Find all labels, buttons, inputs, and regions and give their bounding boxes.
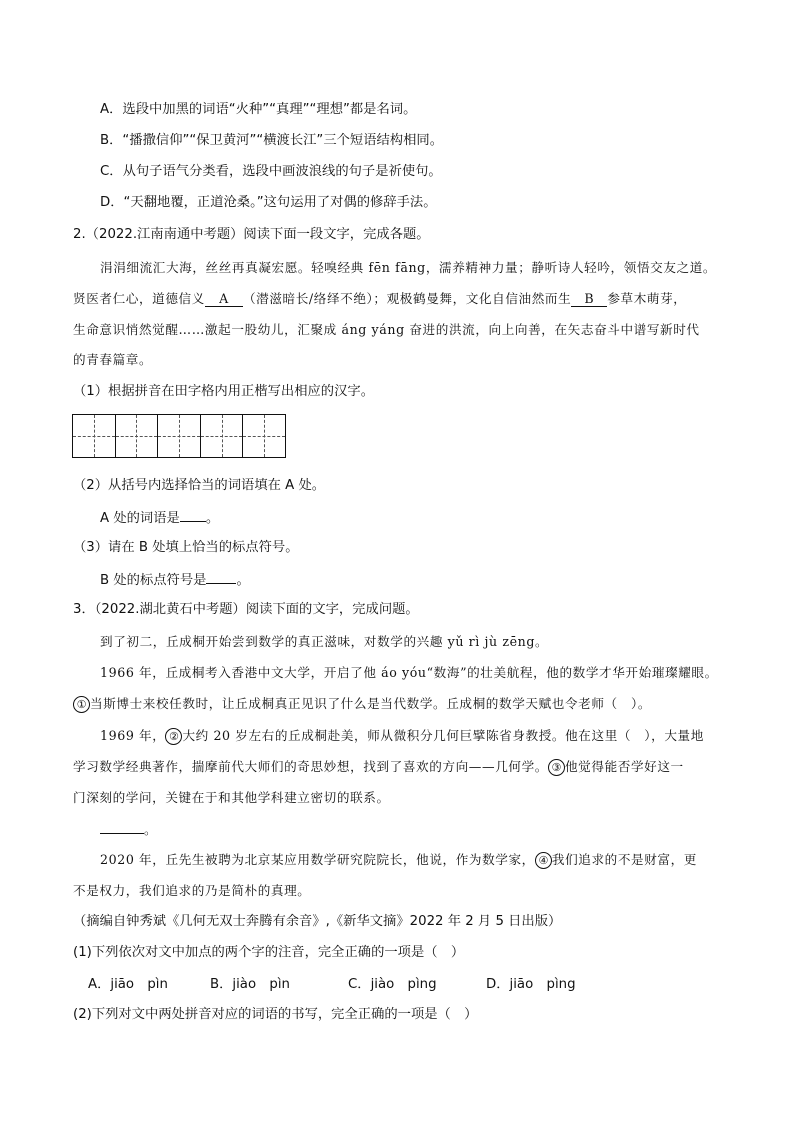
circled-number-1: ①	[73, 696, 90, 713]
q3-passage-text: 当斯博士来校任教时，让丘成桐真正见识了什么是当代数学。丘成桐的数学天赋也令老师（ ）。	[90, 696, 652, 711]
option-a: A．选段中加黑的词语“火种”“真理”“理想”都是名词。	[100, 102, 417, 117]
q3-passage-line7	[100, 851, 697, 869]
blank-a: A	[205, 291, 243, 307]
q3-passage-line3	[73, 695, 651, 713]
q2-passage-text: 贤医者仁心，道德信义	[73, 291, 205, 306]
q3-header: 3．（2022.湖北黄石中考题）阅读下面的文字，完成问题。	[73, 602, 419, 617]
q3-passage-line4	[100, 727, 704, 745]
q3-sub2: (2)下列对文中两处拼音对应的词语的书写，完全正确的一项是（ ）	[73, 1007, 478, 1022]
q2-passage-line4: 的青春篇章。	[73, 352, 153, 367]
q2-header: 2.（2022.江南南通中考题）阅读下面一段文字，完成各题。	[73, 227, 430, 242]
circled-number-2: ②	[165, 728, 182, 745]
q3-blank-line	[100, 820, 157, 839]
q2-passage-line3: 生命意识悄然觉醒……激起一股幼儿，汇聚成 áng yáng 奋进的洪流，向上向善，在矢志奋斗中谱写新时代	[73, 322, 700, 337]
circled-number-3: ③	[548, 759, 565, 776]
q2-sub2-answer-label: A 处的词语是	[100, 511, 180, 526]
q3-passage-line2: 1966 年，丘成桐考入香港中文大学，开启了他 áo yóu“数海”的壮美航程，他的数学才华开始璀璨耀眼。	[100, 665, 718, 680]
q3-passage-text: 2020 年，丘先生被聘为北京某应用数学研究院院长，他说，作为数学家，	[100, 852, 535, 867]
q3-passage-text: 1969 年，	[100, 728, 166, 743]
q2-passage-text: 参草木萌芽，	[607, 291, 687, 306]
q3-passage-text: 我们追求的不是财富，更	[551, 852, 698, 867]
q2-passage-line2	[73, 290, 687, 308]
option-b: B．“播撒信仰”“保卫黄河”“横渡长江”三个短语结构相同。	[100, 133, 443, 148]
q2-passage-line1: 涓涓细流汇大海，丝丝再真凝宏愿。轻嗅经典 fēn fāng，濡养精神力量；静听诗人轻吟，领悟交友之道。	[100, 260, 717, 275]
q2-sub3-answer-label: B 处的标点符号是	[100, 573, 207, 588]
q3-passage-line1: 到了初二，丘成桐开始尝到数学的真正滋味，对数学的兴趣 yǔ rì jù zēng。	[100, 634, 549, 649]
q3-option-d: D．jiāo pìng	[486, 977, 576, 992]
q3-option-c: C．jiào pìng	[348, 977, 437, 992]
q2-sub3: （3）请在 B 处填上恰当的标点符号。	[73, 540, 299, 555]
q3-passage-text: 学习数学经典著作，揣摩前代大师们的奇思妙想，找到了喜欢的方向——几何学。	[73, 759, 548, 774]
q3-sub1: (1)下列依次对文中加点的两个字的注音，完全正确的一项是（ ）	[73, 945, 465, 960]
answer-blank[interactable]	[206, 570, 236, 584]
q2-sub2-answer-line	[100, 508, 219, 528]
q2-sub1: （1）根据拼音在田字格内用正楷写出相应的汉字。	[73, 384, 374, 399]
q2-sub3-answer-line	[100, 570, 250, 590]
answer-blank[interactable]	[100, 820, 144, 834]
circled-number-4: ④	[535, 852, 552, 869]
period: 。	[205, 511, 220, 526]
tianzige-grid[interactable]	[72, 414, 286, 458]
period: 。	[144, 822, 158, 837]
blank-b: B	[571, 291, 607, 307]
q3-source: （摘编自钟秀斌《几何无双士奔腾有余音》,《新华文摘》2022 年 2 月 5 日出版）	[73, 914, 562, 929]
q3-passage-line8: 不是权力，我们追求的乃是简朴的真理。	[73, 883, 311, 898]
tianzige-cell[interactable]	[200, 415, 243, 457]
q3-passage-text: 他觉得能否学好这一	[564, 759, 684, 774]
q2-sub2: （2）从括号内选择恰当的词语填在 A 处。	[73, 478, 326, 493]
tianzige-cell[interactable]	[73, 415, 115, 457]
q3-passage-line6: 门深刻的学问，关键在于和其他学科建立密切的联系。	[73, 790, 390, 805]
period: 。	[236, 573, 250, 588]
q3-option-b: B．jiào pìn	[210, 977, 290, 992]
q2-passage-text: （潜滋暗长/络绎不绝）；观极鹤曼舞，文化自信油然而生	[242, 291, 572, 306]
q3-passage-line5	[73, 758, 684, 776]
option-d: D．“天翻地覆，正道沧桑。”这句运用了对偶的修辞手法。	[100, 195, 437, 210]
tianzige-cell[interactable]	[115, 415, 158, 457]
answer-blank[interactable]	[180, 508, 206, 522]
q3-passage-text: 大约 20 岁左右的丘成桐赴美，师从微积分几何巨擘陈省身教授。他在这里（ ），大量地	[182, 728, 704, 743]
tianzige-cell[interactable]	[157, 415, 200, 457]
tianzige-cell[interactable]	[242, 415, 285, 457]
option-c: C．从句子语气分类看，选段中画波浪线的句子是祈使句。	[100, 164, 442, 179]
q3-option-a: A．jiāo pìn	[88, 977, 168, 992]
